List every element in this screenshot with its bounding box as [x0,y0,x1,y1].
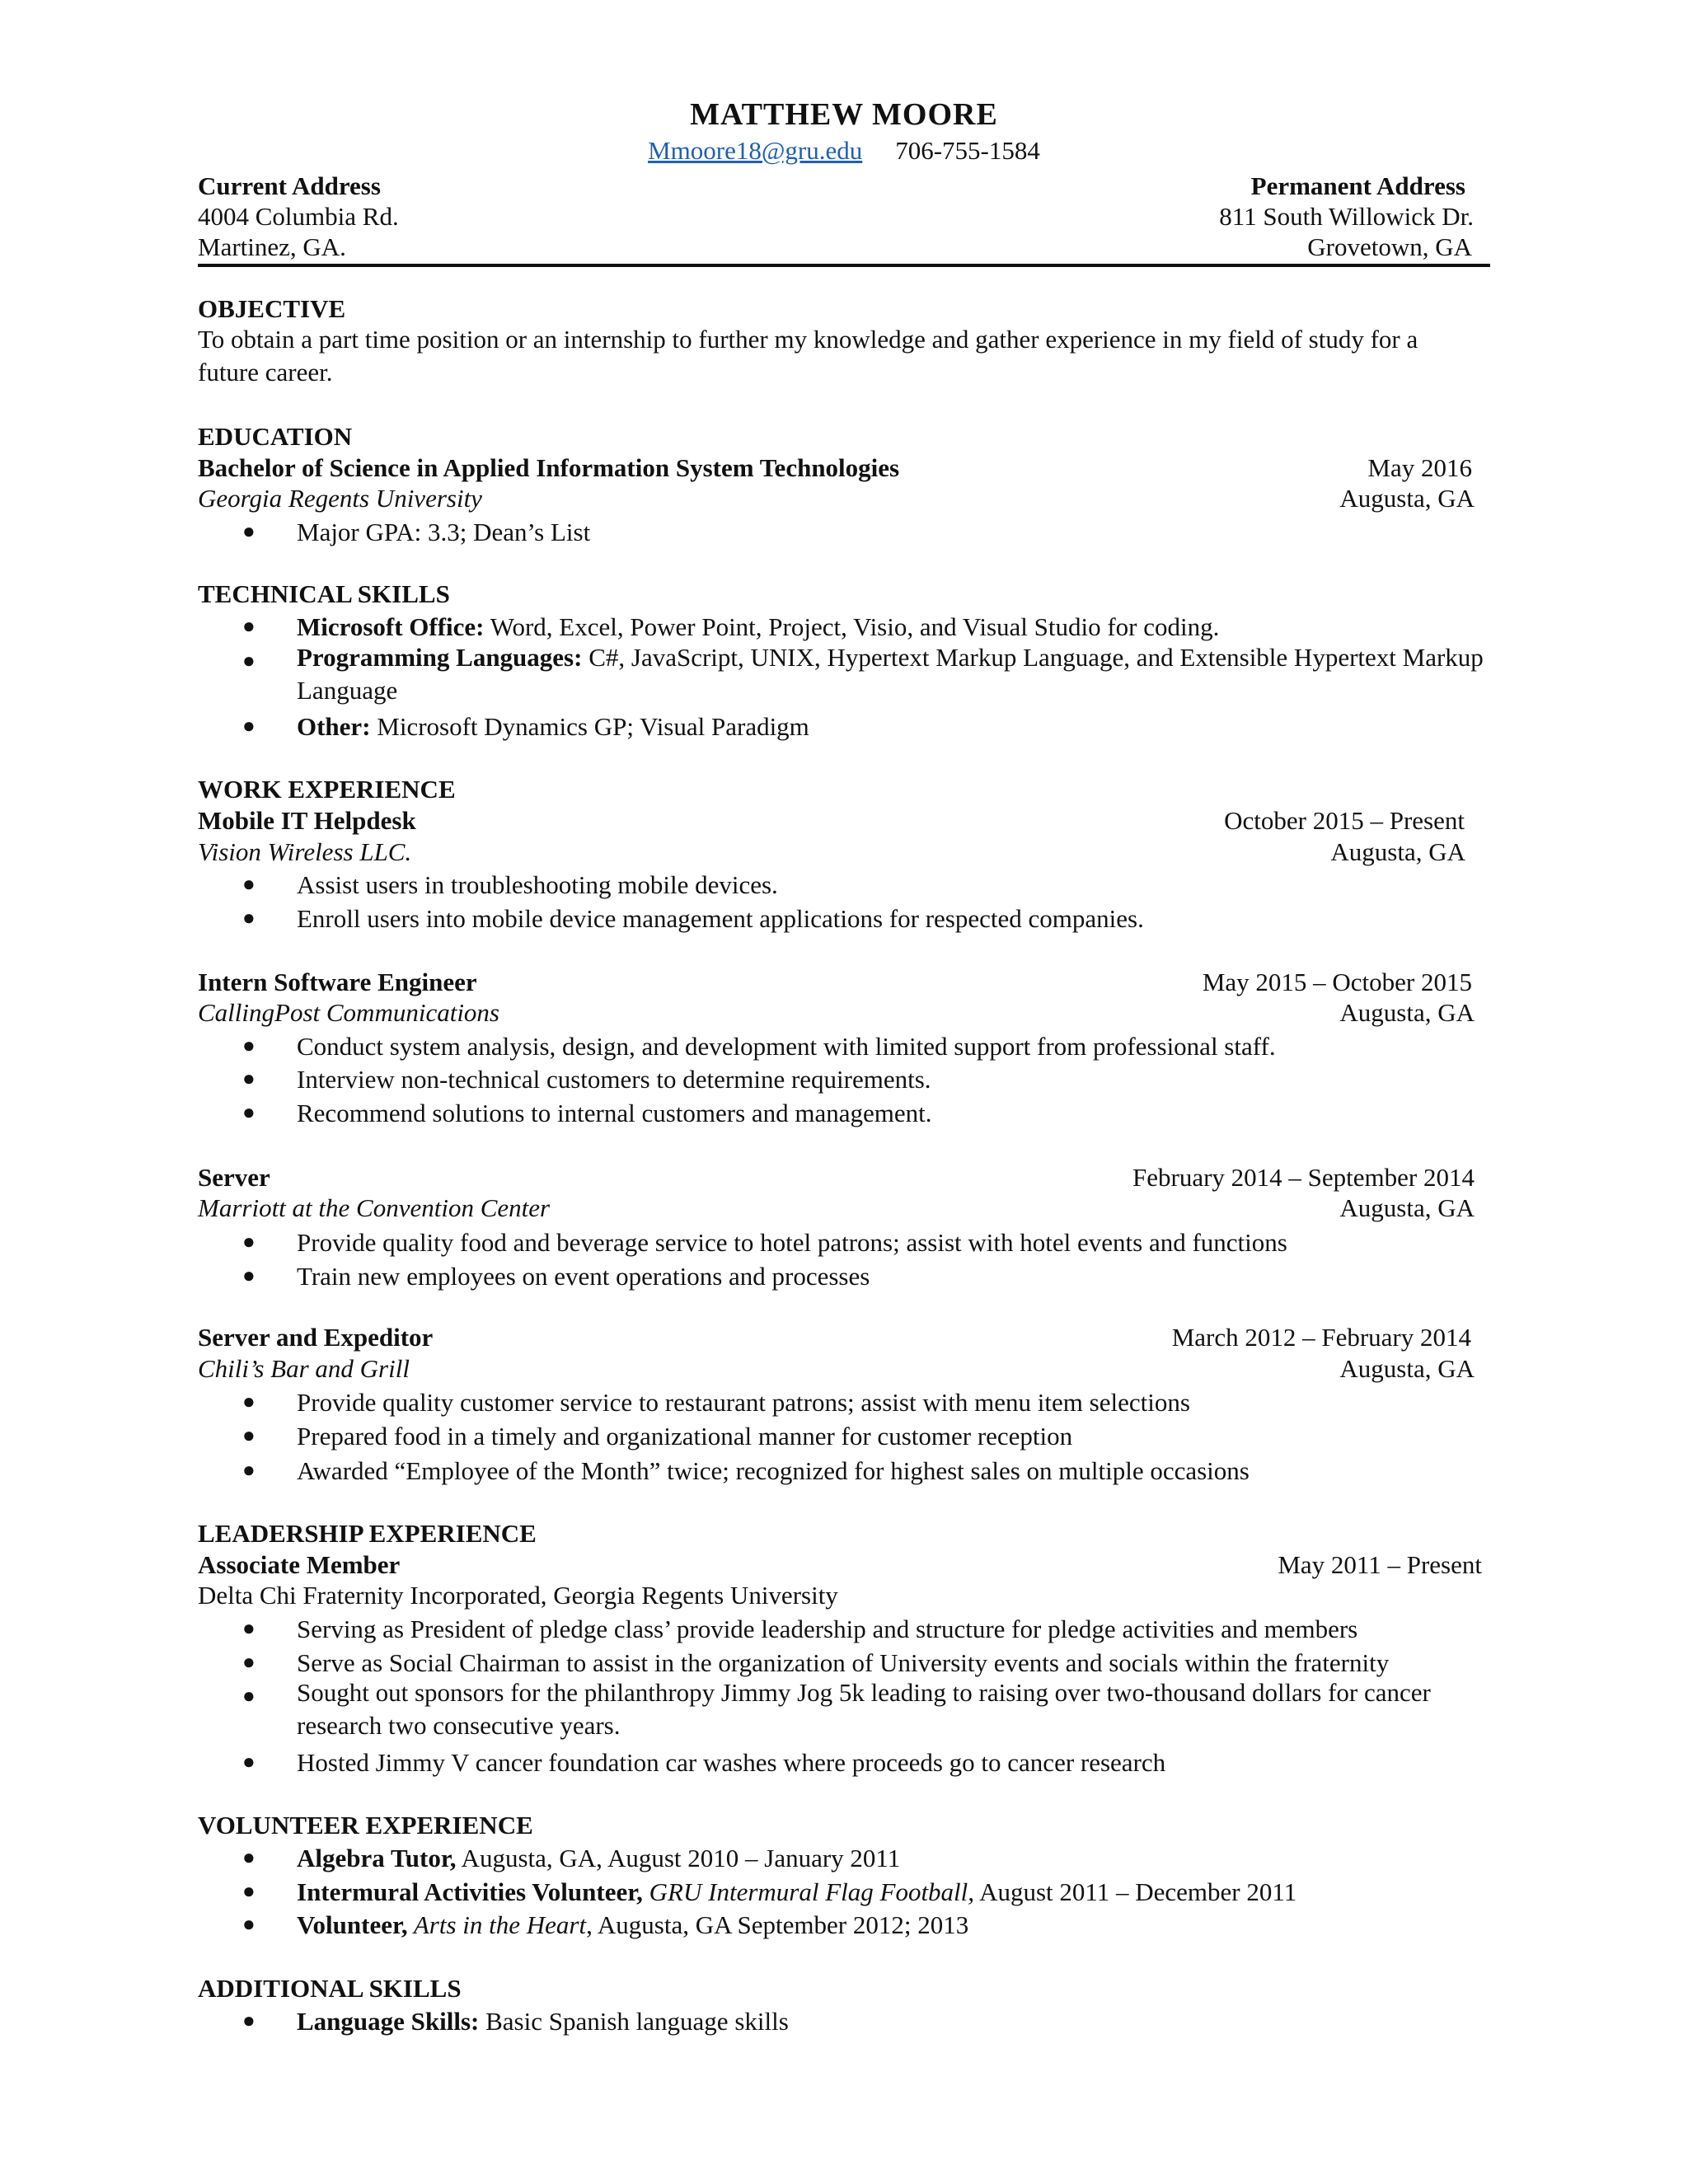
bullet-icon: ● [242,1390,256,1413]
job-location: Augusta, GA [1339,1193,1475,1222]
bullet-icon: ● [242,1423,256,1447]
job-company: Marriott at the Convention Center [198,1193,551,1222]
education-bullet: Major GPA: 3.3; Dean’s List [297,518,591,546]
job-title: Server and Expeditor [198,1323,434,1352]
job-bullet: Assist users in troubleshooting mobile devices. [297,870,778,899]
leadership-title: Associate Member [198,1550,401,1579]
degree-title: Bachelor of Science in Applied Information System Technologies [198,453,900,482]
job-date: March 2012 – February 2014 [1171,1323,1471,1352]
job-bullet: Enroll users into mobile device management applications for respected companies. [297,904,1144,933]
permanent-address-line1: 811 South Willowick Dr. [1219,202,1474,231]
bullet-icon: ● [242,2008,256,2032]
education-heading: EDUCATION [198,422,353,451]
job-company: Chili’s Bar and Grill [198,1354,410,1383]
bullet-icon: ● [242,649,256,673]
job-date: February 2014 – September 2014 [1132,1163,1475,1192]
volunteer-org: Arts in the Heart [407,1910,587,1939]
job-location: Augusta, GA [1339,998,1475,1027]
degree-date: May 2016 [1367,453,1472,482]
bullet-icon: ● [242,1750,256,1774]
leadership-bullet: Hosted Jimmy V cancer foundation car washes where proceeds go to cancer research [297,1748,1166,1777]
additional-skills-heading: ADDITIONAL SKILLS [198,1974,462,2003]
skill-label: Language Skills: [297,2007,480,2036]
bullet-icon: ● [242,1650,256,1674]
bullet-icon: ● [242,872,256,896]
skill-label: Other: [297,712,371,741]
candidate-name: MATTHEW MOORE [690,97,998,132]
volunteer-heading: VOLUNTEER EXPERIENCE [198,1811,533,1840]
header-divider [198,264,1490,267]
bullet-icon: ● [242,1684,256,1708]
leadership-heading: LEADERSHIP EXPERIENCE [198,1519,537,1548]
volunteer-item [297,1879,1296,1905]
email-link[interactable]: Mmoore18@gru.edu [648,136,863,165]
bullet-icon: ● [242,1912,256,1936]
volunteer-label: Intermural Activities Volunteer, [297,1877,643,1906]
job-location: Augusta, GA [1330,837,1465,866]
job-bullet: Conduct system analysis, design, and development with limited support from professional staff. [297,1032,1276,1061]
bullet-icon: ● [242,1879,256,1903]
bullet-icon: ● [242,1033,256,1057]
skill-text: Basic Spanish language skills [479,2007,789,2036]
job-bullet: Train new employees on event operations and processes [297,1262,870,1291]
job-title: Mobile IT Helpdesk [198,806,416,835]
objective-heading: OBJECTIVE [198,294,346,323]
job-date: October 2015 – Present [1224,806,1465,835]
leadership-bullet: Sought out sponsors for the philanthropy Jimmy Jog 5k leading to raising over two-thousand dollars for cancer research two consecutive years. [297,1678,1431,1740]
volunteer-org: GRU Intermural Flag Football, [642,1877,975,1906]
volunteer-label: Volunteer, [297,1910,408,1939]
work-experience-heading: WORK EXPERIENCE [198,775,456,804]
leadership-bullet: Serve as Social Chairman to assist in the organization of University events and socials within the fraternity [297,1648,1390,1677]
job-bullet: Recommend solutions to internal customers and management. [297,1099,932,1127]
skill-text: Word, Excel, Power Point, Project, Visio, and Visual Studio for coding. [484,612,1220,641]
bullet-icon: ● [242,1263,256,1287]
job-title: Server [198,1163,270,1192]
skill-microsoft-office [297,614,1219,640]
volunteer-label: Algebra Tutor, [297,1844,457,1872]
volunteer-text: Augusta, GA, August 2010 – January 2011 [456,1844,901,1872]
job-date: May 2015 – October 2015 [1202,968,1472,996]
current-address-line2: Martinez, GA. [198,232,346,261]
bullet-icon: ● [242,906,256,930]
school-name: Georgia Regents University [198,484,482,513]
volunteer-text: August 2011 – December 2011 [974,1877,1297,1906]
bullet-icon: ● [242,519,256,543]
language-skills-item [297,2008,789,2034]
current-address-label: Current Address [198,171,381,200]
bullet-icon: ● [242,614,256,638]
current-address-line1: 4004 Columbia Rd. [198,202,399,231]
bullet-icon: ● [242,1066,256,1090]
phone-number: 706-755-1584 [895,136,1040,165]
bullet-icon: ● [242,714,256,738]
bullet-icon: ● [242,1230,256,1254]
job-company: CallingPost Communications [198,998,499,1027]
job-company: Vision Wireless LLC. [198,837,412,866]
skill-other [297,714,809,739]
job-bullet: Interview non-technical customers to determine requirements. [297,1065,931,1094]
bullet-icon: ● [242,1616,256,1640]
job-location: Augusta, GA [1339,1354,1475,1383]
skill-text: Microsoft Dynamics GP; Visual Paradigm [370,712,809,741]
bullet-icon: ● [242,1100,256,1124]
volunteer-item [297,1845,900,1871]
volunteer-text: , Augusta, GA September 2012; 2013 [586,1910,969,1939]
leadership-bullet: Serving as President of pledge class’ provide leadership and structure for pledge activities and members [297,1615,1358,1643]
objective-text: To obtain a part time position or an internship to further my knowledge and gather experience in my field of study for a future career. [198,325,1418,387]
technical-skills-heading: TECHNICAL SKILLS [198,579,450,608]
job-bullet: Prepared food in a timely and organizational manner for customer reception [297,1422,1073,1451]
skill-label: Microsoft Office: [297,612,485,641]
school-location: Augusta, GA [1339,484,1475,513]
bullet-icon: ● [242,1845,256,1869]
job-bullet: Awarded “Employee of the Month” twice; recognized for highest sales on multiple occasions [297,1456,1250,1485]
leadership-organization: Delta Chi Fraternity Incorporated, Georgia Regents University [198,1581,838,1610]
permanent-address-label: Permanent Address [1250,171,1465,200]
volunteer-item [297,1912,968,1938]
job-bullet: Provide quality customer service to restaurant patrons; assist with menu item selections [297,1388,1190,1417]
bullet-icon: ● [242,1458,256,1482]
skill-programming [297,641,1484,707]
skill-text: C#, JavaScript, UNIX, Hypertext Markup Language, and Extensible Hypertext Markup Language [297,643,1484,705]
permanent-address-line2: Grovetown, GA [1307,232,1472,261]
leadership-date: May 2011 – Present [1278,1550,1482,1579]
job-title: Intern Software Engineer [198,968,477,996]
skill-label: Programming Languages: [297,643,583,672]
job-bullet: Provide quality food and beverage service to hotel patrons; assist with hotel events and functions [297,1228,1287,1257]
contact-line [0,138,1688,163]
